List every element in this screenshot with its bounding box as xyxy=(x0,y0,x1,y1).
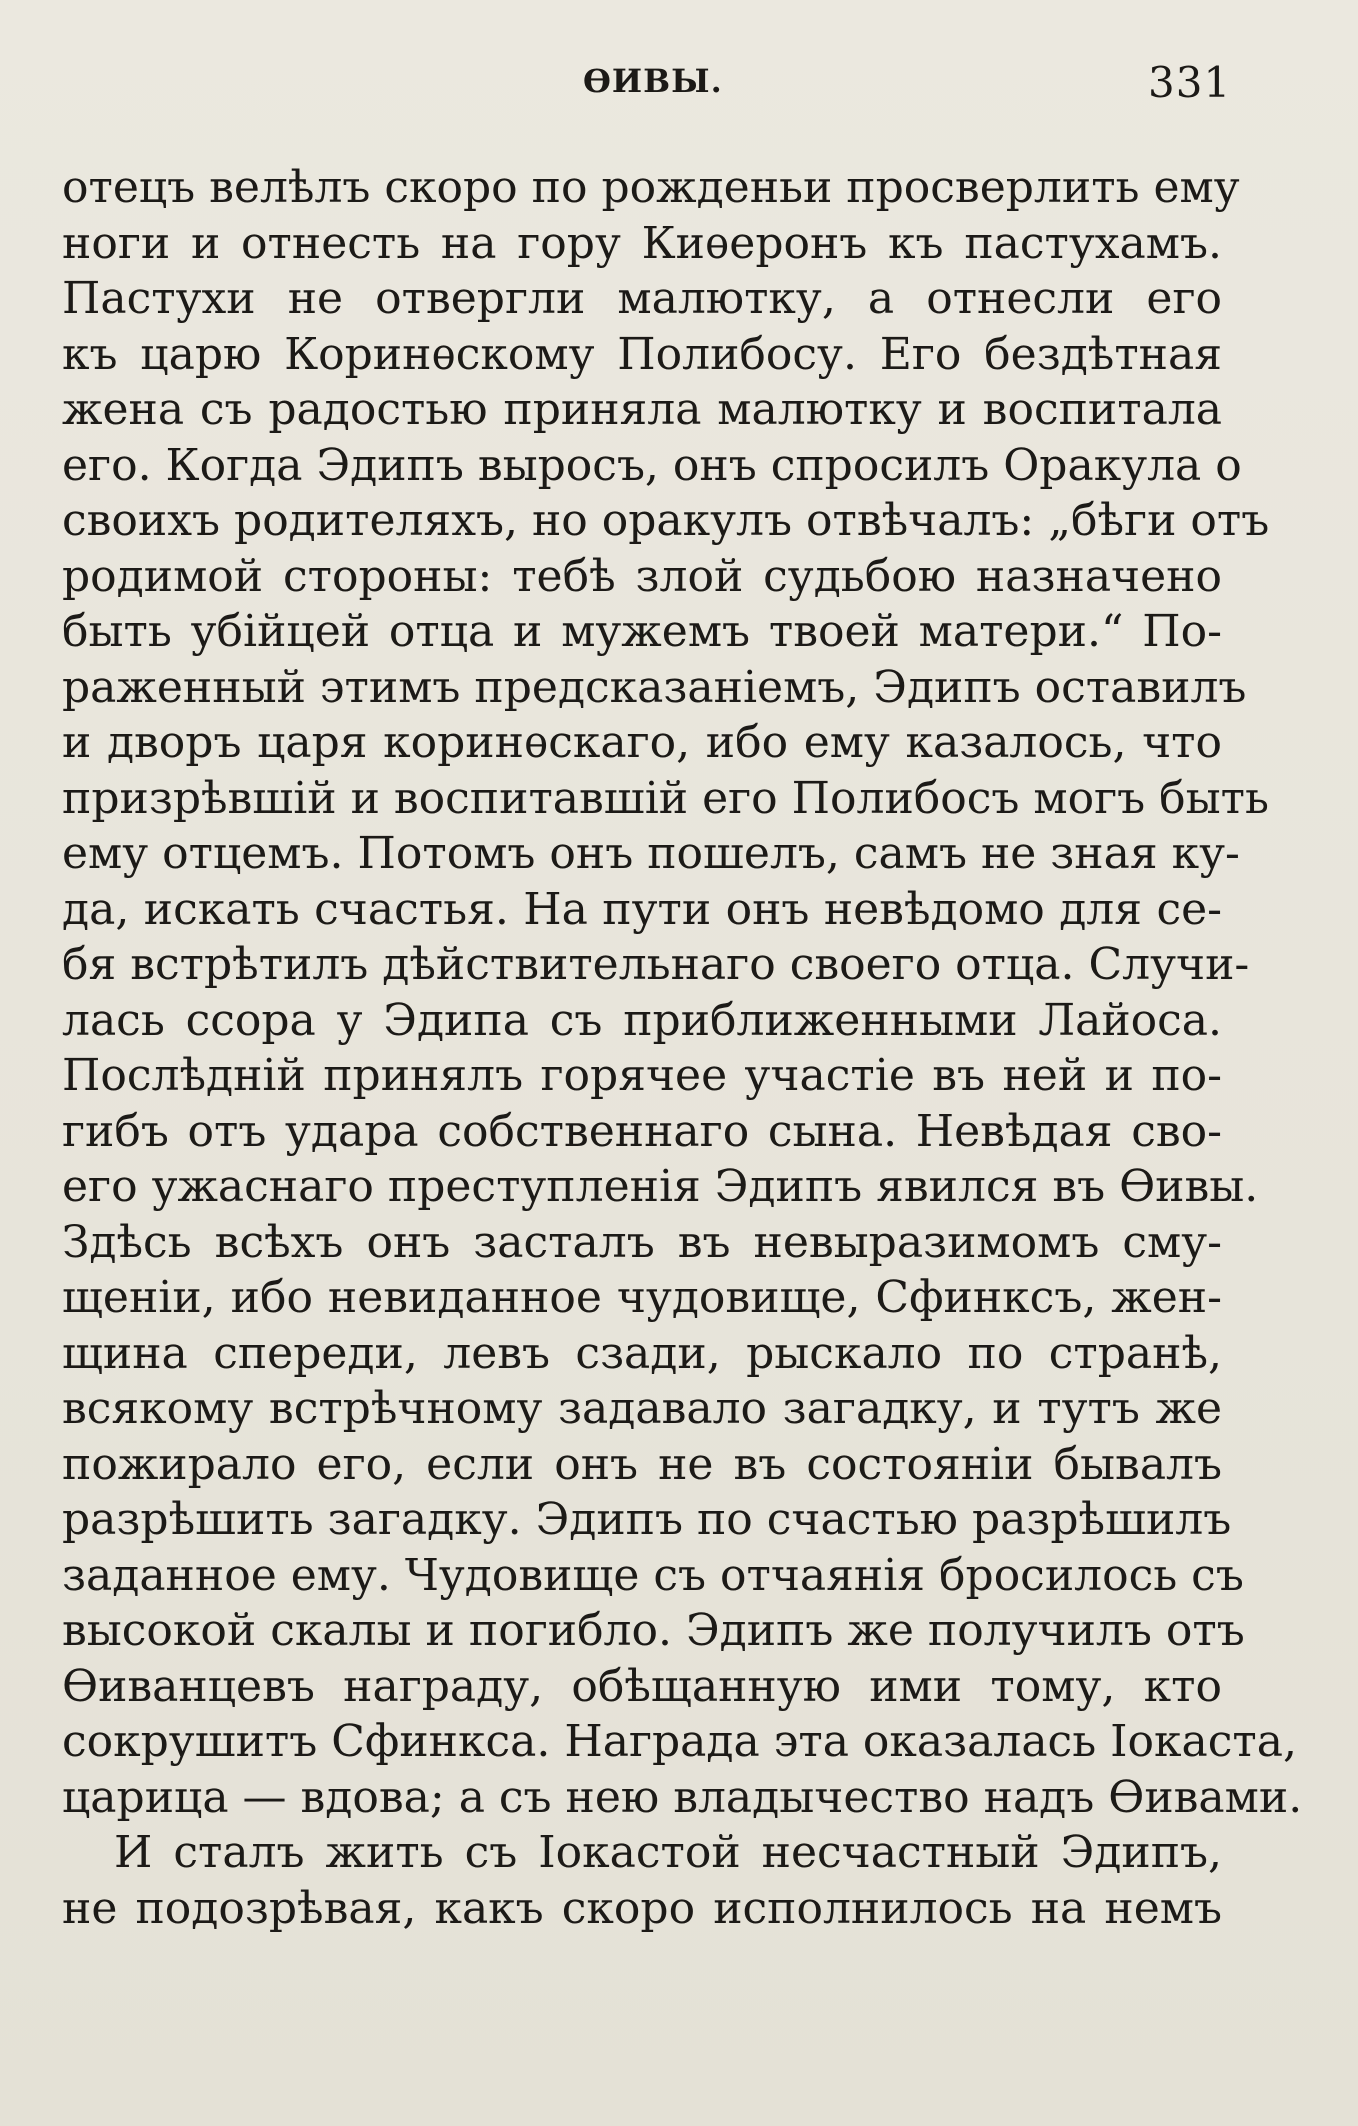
text-line: родимой стороны: тебѣ злой судьбою назначено xyxy=(62,550,1222,602)
text-line: жена съ радостью приняла малютку и воспитала xyxy=(62,384,1222,435)
paragraph xyxy=(62,1825,1222,1936)
text-line: щеніи, ибо невиданное чудовище, Сфинксъ, жен- xyxy=(62,1272,1222,1323)
paragraph xyxy=(62,160,1303,1825)
text-line: пожирало его, если онъ не въ состояніи бывалъ xyxy=(62,1438,1222,1490)
page-header xyxy=(0,58,1358,118)
text-line: и дворъ царя коринѳскаго, ибо ему казалось, что xyxy=(62,717,1222,768)
text-line: сокрушитъ Сфинкса. Награда эта оказалась Іокаста, xyxy=(62,1716,1297,1767)
running-title: ѲИВЫ. xyxy=(583,62,723,100)
text-line: разрѣшить загадку. Эдипъ по счастью разрѣшилъ xyxy=(62,1494,1232,1545)
text-line: раженный этимъ предсказаніемъ, Эдипъ оставилъ xyxy=(62,661,1247,713)
text-line: заданное ему. Чудовище съ отчаянія бросилось съ xyxy=(62,1549,1244,1601)
text-line: Пастухи не отвергли малютку, а отнесли его xyxy=(62,273,1222,324)
text-line: гибъ отъ удара собственнаго сына. Невѣдая сво- xyxy=(62,1105,1222,1157)
text-line: къ царю Коринѳскому Полибосу. Его бездѣтная xyxy=(62,328,1222,380)
text-line: быть убійцей отца и мужемъ твоей матери.“ По- xyxy=(62,606,1222,657)
text-line: отецъ велѣлъ скоро по рожденьи просверлить ему xyxy=(62,162,1240,213)
text-line: щина спереди, левъ сзади, рыскало по странѣ, xyxy=(62,1327,1222,1379)
text-line: высокой скалы и погибло. Эдипъ же получилъ отъ xyxy=(62,1605,1245,1656)
text-line: лась ссора у Эдипа съ приближенными Лайоса. xyxy=(62,994,1222,1046)
text-line: да, искать счастья. На пути онъ невѣдомо для се- xyxy=(62,883,1222,935)
text-line: Здѣсь всѣхъ онъ засталъ въ невыразимомъ сму- xyxy=(62,1216,1222,1268)
text-line: его ужаснаго преступленія Эдипъ явился въ Ѳивы. xyxy=(62,1161,1259,1212)
page-number: 331 xyxy=(1148,58,1232,107)
text-line: ноги и отнесть на гору Киѳеронъ къ пастухамъ. xyxy=(62,217,1222,269)
text-line: не подозрѣвая, какъ скоро исполнилось на немъ xyxy=(62,1882,1222,1934)
text-line: его. Когда Эдипъ выросъ, онъ спросилъ Оракула о xyxy=(62,439,1242,491)
text-line: И сталъ жить съ Іокастой несчастный Эдипъ, xyxy=(114,1827,1222,1878)
text-line: всякому встрѣчному задавало загадку, и тутъ же xyxy=(62,1383,1222,1434)
text-line: призрѣвшій и воспитавшій его Полибосъ могъ быть xyxy=(62,772,1269,824)
text-line: бя встрѣтилъ дѣйствительнаго своего отца. Случи- xyxy=(62,939,1250,990)
text-line: Ѳиванцевъ награду, обѣщанную ими тому, кто xyxy=(62,1660,1222,1712)
text-line: царица — вдова; а съ нею владычество надъ Ѳивами. xyxy=(62,1771,1303,1823)
body-text xyxy=(62,160,1303,1936)
text-line: ему отцемъ. Потомъ онъ пошелъ, самъ не зная ку- xyxy=(62,828,1240,879)
text-line: Послѣдній принялъ горячее участіе въ ней и по- xyxy=(62,1050,1222,1101)
text-line: своихъ родителяхъ, но оракулъ отвѣчалъ: „бѣги отъ xyxy=(62,495,1270,546)
